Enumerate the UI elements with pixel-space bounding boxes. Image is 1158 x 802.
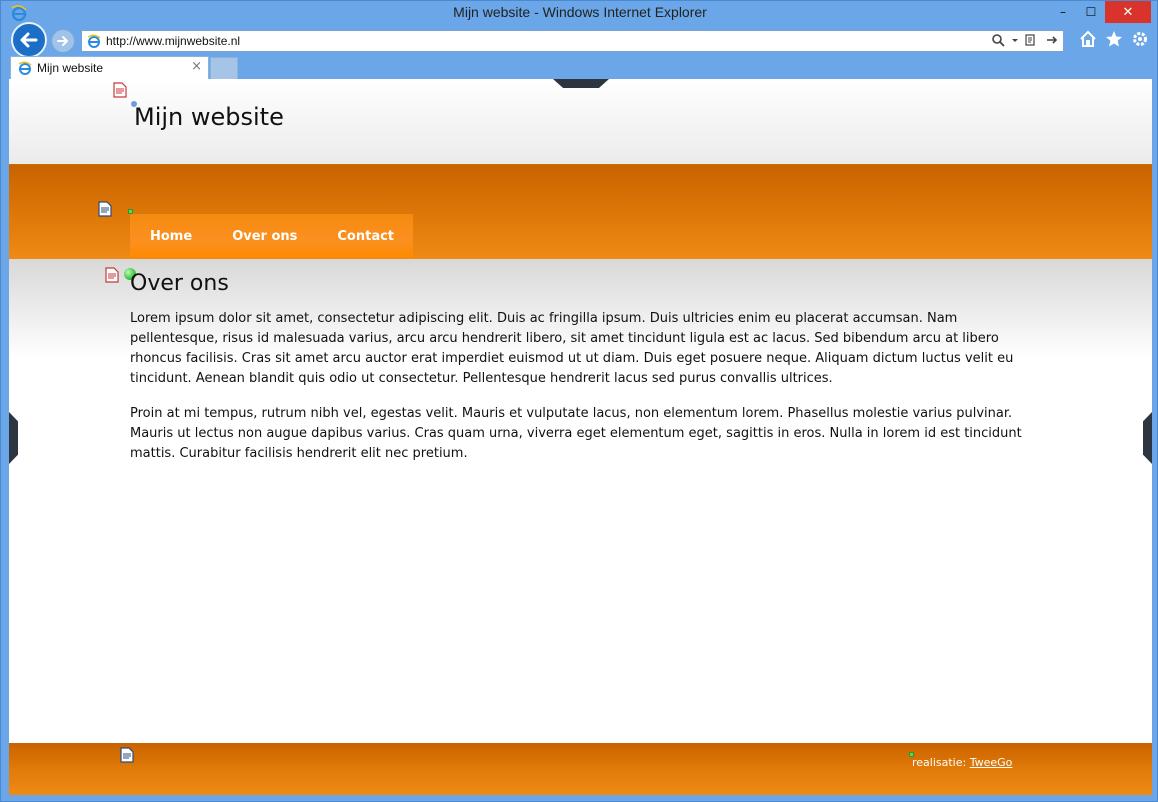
tools-button[interactable]: [1131, 29, 1149, 49]
menu-item-home[interactable]: Home: [150, 228, 193, 244]
site-footer: [9, 743, 1152, 795]
home-icon: [1079, 30, 1097, 48]
footer-prefix: realisatie:: [912, 756, 970, 769]
favorites-button[interactable]: [1105, 29, 1123, 49]
window-title: Mijn website - Windows Internet Explorer: [453, 4, 707, 20]
tab-close-icon[interactable]: ×: [191, 59, 202, 74]
ie-page-icon: [86, 33, 102, 49]
browser-toolbar: [1079, 29, 1149, 49]
new-tab-button[interactable]: [210, 57, 238, 79]
page-icon[interactable]: [113, 82, 127, 98]
back-arrow-icon: [18, 29, 40, 51]
star-icon: [1105, 30, 1123, 48]
paragraph: Lorem ipsum dolor sit amet, consectetur adipiscing elit. Duis ac fringilla ipsum. Duis ultricies enim eu placerat accumsan. Nam pellentesque, risus id malesuada varius, arcu arcu hendrerit libero, sit amet tincidunt ligula est ac lacus. Sed bibendum arcu at libero rhoncus facilisis. Cras sit amet arcu auctor erat imperdiet euismod ut ut diam. Duis eget posuere neque. Aliquam dictum luctus velit eu tincidunt. Aenean blandit quis odio ut consectetur. Pellentesque hendrerit lacus sed purus convallis ultrices.: [130, 311, 1014, 386]
title-bar: [1, 1, 1158, 25]
forward-button[interactable]: [51, 29, 75, 53]
back-button[interactable]: [11, 22, 47, 58]
forward-arrow-icon: [55, 33, 71, 49]
tab-strip: [1, 55, 1158, 79]
top-notch-decoration: [553, 79, 609, 88]
compatibility-view-icon[interactable]: [1025, 33, 1039, 47]
address-bar[interactable]: [81, 30, 1064, 52]
close-button[interactable]: ✕: [1105, 1, 1151, 23]
nav-band: [9, 165, 1152, 259]
tab-mijn-website[interactable]: [10, 56, 209, 79]
main-content: [9, 259, 1152, 743]
window-controls: [1049, 1, 1151, 23]
minimize-button[interactable]: –: [1060, 5, 1066, 19]
maximize-button[interactable]: ☐: [1085, 5, 1097, 19]
page-icon[interactable]: [105, 267, 119, 283]
site-header: [9, 79, 1152, 165]
main-menu: [130, 214, 413, 258]
home-button[interactable]: [1079, 29, 1097, 49]
menu-item-over-ons[interactable]: Over ons: [232, 228, 298, 244]
footer-link-tweego[interactable]: TweeGo: [969, 756, 1013, 769]
search-icon[interactable]: [991, 33, 1005, 47]
refresh-go-icon[interactable]: [1045, 33, 1059, 47]
page-icon[interactable]: [120, 747, 134, 763]
site-title: Mijn website: [134, 103, 284, 131]
footer-credit: [912, 756, 1012, 769]
chevron-down-icon[interactable]: [1011, 33, 1019, 47]
address-tools: [991, 33, 1059, 47]
page-heading: Over ons: [130, 271, 229, 296]
ie-page-icon: [17, 60, 33, 76]
gear-icon: [1131, 30, 1149, 48]
page-icon[interactable]: [98, 201, 112, 217]
paragraph: Proin at mi tempus, rutrum nibh vel, egestas velit. Mauris et vulputate lacus, non elementum lorem. Phasellus molestie varius pulvinar. Mauris ut lectus non augue dapibus varius. Cras quam urna, viverra eget elementum eget, sagittis in eros. Nulla in lorem id est tincidunt mattis. Curabitur facilisis hendrerit elit nec pretium.: [130, 406, 1022, 461]
menu-item-contact[interactable]: Contact: [337, 228, 395, 244]
tab-label: Mijn website: [37, 61, 104, 75]
address-text[interactable]: http://www.mijnwebsite.nl: [106, 34, 241, 48]
page-viewport: [9, 79, 1152, 795]
